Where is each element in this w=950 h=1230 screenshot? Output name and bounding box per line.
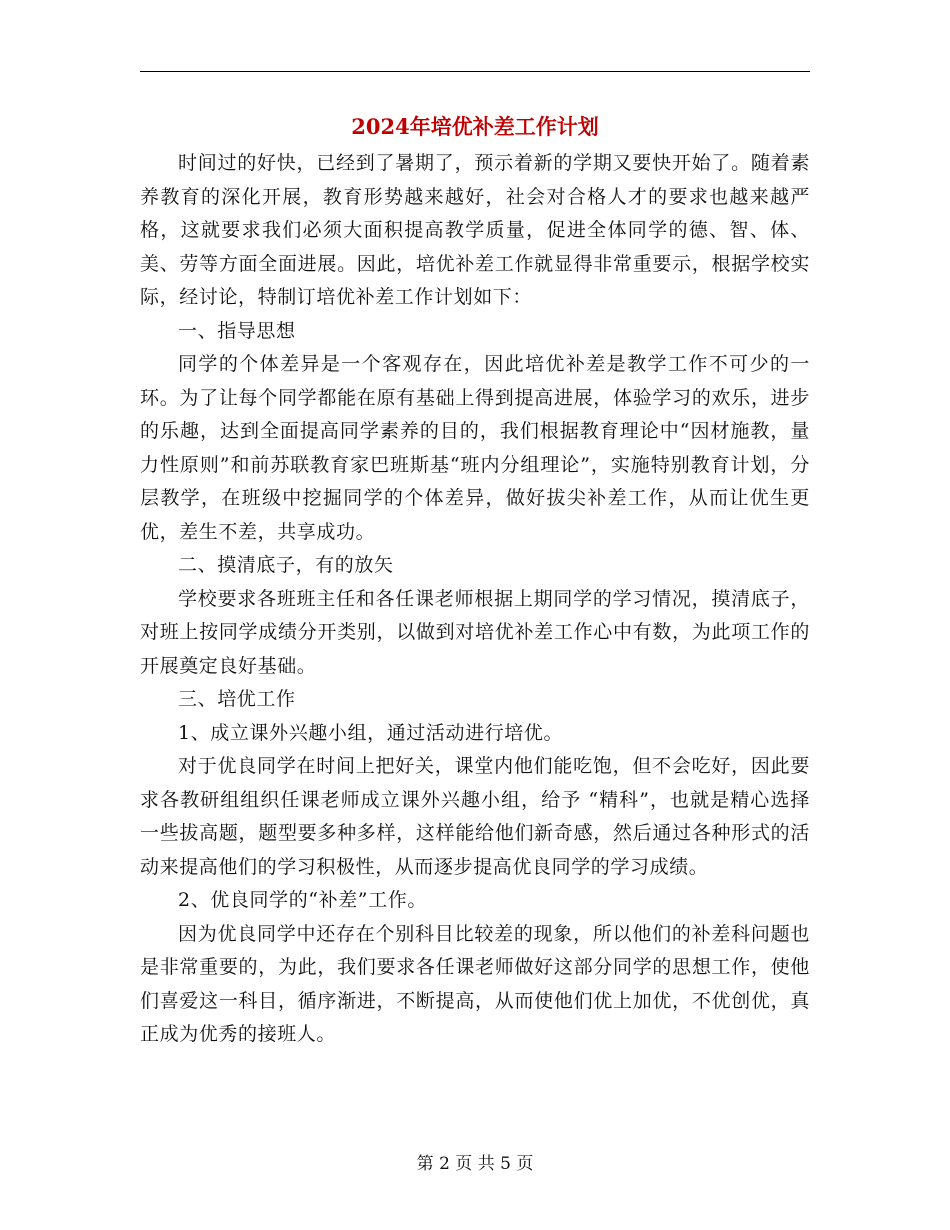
- paragraph-guiding-thought: 同学的个体差异是一个客观存在，因此培优补差是教学工作不可少的一环。为了让每个同学都能在原有基础上得到提高进展，体验学习的欢乐，进步的乐趣，达到全面提高同学素养的目的，我们根据教育理论中“因材施教，量力性原则”和前苏联教育家巴班斯基“班内分组理论”，实施特别教育计划，分层教学，在班级中挖掘同学的个体差异，做好拔尖补差工作，从而让优生更优，差生不差，共享成功。: [140, 353, 810, 543]
- header-rule: [140, 71, 810, 72]
- subheading-remedial-work: 2、优良同学的“补差”工作。: [178, 889, 427, 911]
- paragraph-remedial-work: 因为优良同学中还存在个别科目比较差的现象，所以他们的补差科问题也是非常重要的，为此，我们要求各任课老师做好这部分同学的思想工作，使他们喜爱这一科目，循序渐进，不断提高，从而使他们优上加优，不优创优，真正成为优秀的接班人。: [140, 922, 810, 1045]
- paragraph-interest-groups: 对于优良同学在时间上把好关，课堂内他们能吃饱，但不会吃好，因此要求各教研组组织任课老师成立课外兴趣小组，给予 “精科”，也就是精心选择一些拔高题，题型要多种多样，这样能给他们新奇感，然后通过各种形式的活动来提高他们的学习积极性，从而逐步提高优良同学的学习成绩。: [140, 755, 810, 878]
- heading-find-baseline: 二、摸清底子，有的放矢: [178, 554, 394, 576]
- subheading-interest-groups: 1、成立课外兴趣小组，通过活动进行培优。: [178, 721, 564, 744]
- heading-guiding-thought: 一、指导思想: [178, 319, 296, 342]
- paragraph-intro: 时间过的好快，已经到了暑期了，预示着新的学期又要快开始了。随着素养教育的深化开展，教育形势越来越好，社会对合格人才的要求也越来越严格，这就要求我们必须大面积提高教学质量，促进全体同学的德、智、体、美、劳等方面全面进展。因此，培优补差工作就显得非常重要示，根据学校实际，经讨论，特制订培优补差工作计划如下：: [140, 152, 810, 308]
- page-number-footer: 第 2 页 共 5 页: [416, 1154, 534, 1174]
- heading-cultivate-excellence: 三、培优工作: [178, 688, 296, 710]
- document-title: 2024年培优补差工作计划: [351, 114, 599, 139]
- document-body: [140, 147, 810, 1052]
- paragraph-find-baseline: 学校要求各班班主任和各任课老师根据上期同学的学习情况，摸清底子，对班上按同学成绩分开类别，以做到对培优补差工作心中有数，为此项工作的开展奠定良好基础。: [140, 587, 810, 677]
